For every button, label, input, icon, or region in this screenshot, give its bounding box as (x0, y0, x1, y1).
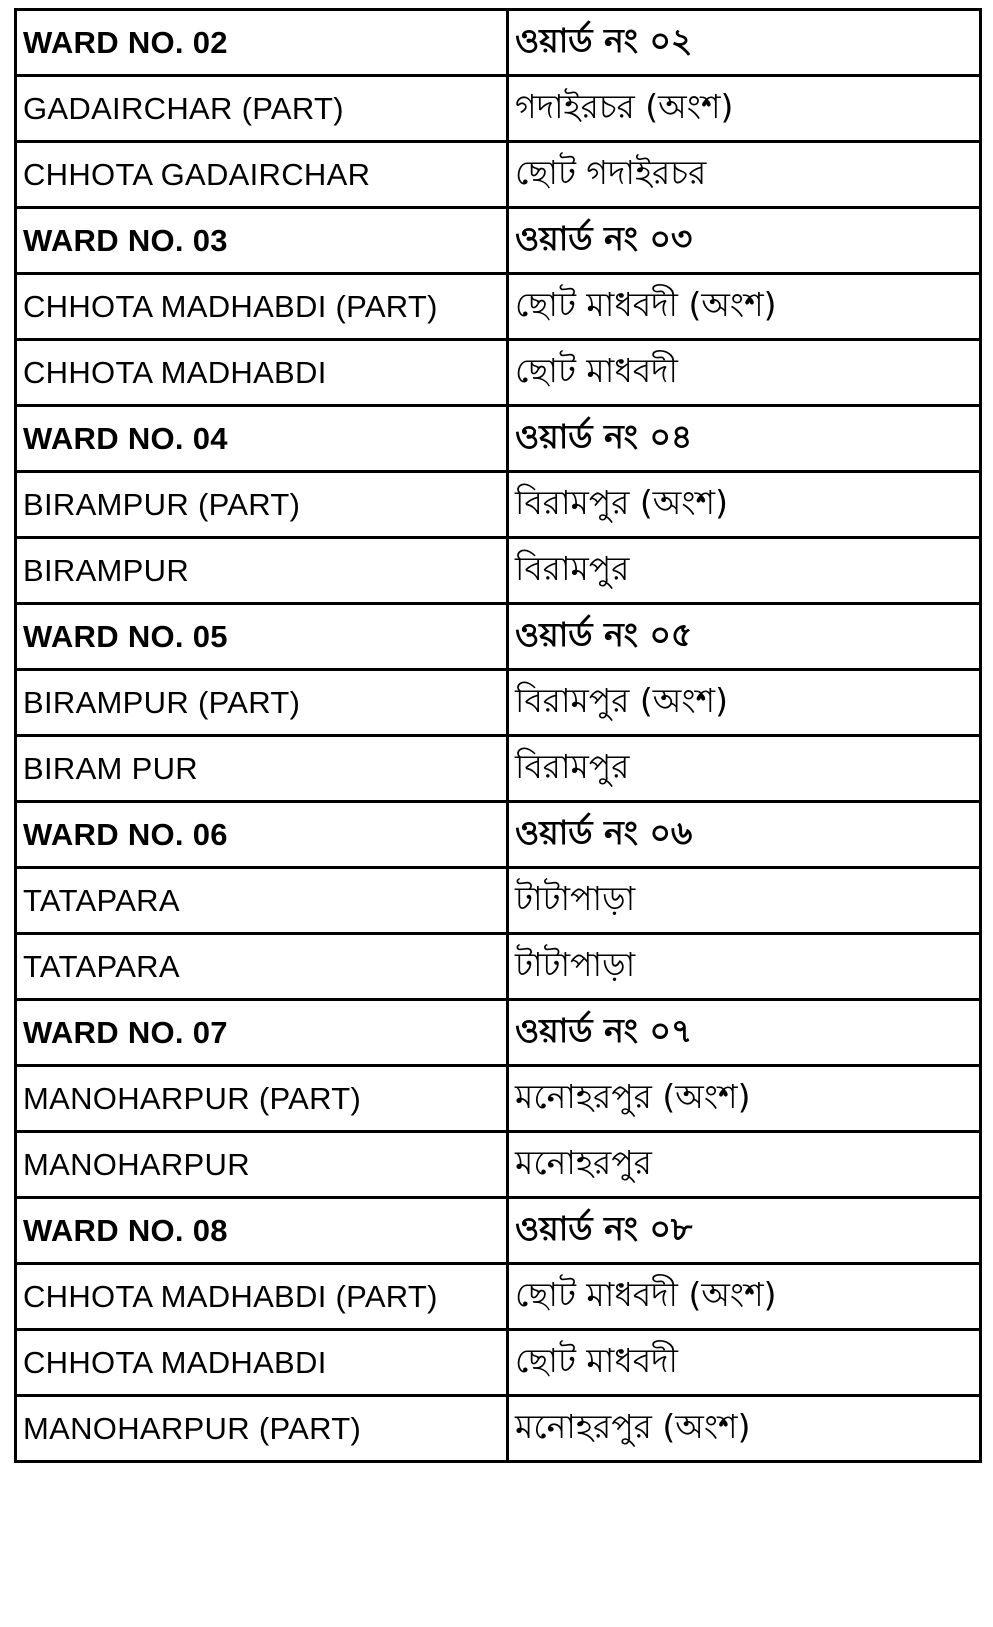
ward-number-english: WARD NO. 07 (16, 1000, 508, 1066)
place-name-english: CHHOTA GADAIRCHAR (16, 142, 508, 208)
ward-header-row (16, 802, 981, 868)
table-row (16, 736, 981, 802)
table-row (16, 142, 981, 208)
place-name-bengali: মনোহরপুর (অংশ) (508, 1066, 981, 1132)
ward-number-english: WARD NO. 06 (16, 802, 508, 868)
ward-number-bengali: ওয়ার্ড নং ০৭ (508, 1000, 981, 1066)
ward-number-bengali: ওয়ার্ড নং ০৫ (508, 604, 981, 670)
table-row (16, 1066, 981, 1132)
ward-number-bengali: ওয়ার্ড নং ০৬ (508, 802, 981, 868)
place-name-english: BIRAMPUR (16, 538, 508, 604)
ward-header-row (16, 1198, 981, 1264)
place-name-english: BIRAMPUR (PART) (16, 472, 508, 538)
ward-number-english: WARD NO. 08 (16, 1198, 508, 1264)
place-name-bengali: ছোট মাধবদী (অংশ) (508, 1264, 981, 1330)
place-name-english: MANOHARPUR (PART) (16, 1396, 508, 1462)
place-name-bengali: গদাইরচর (অংশ) (508, 76, 981, 142)
ward-number-bengali: ওয়ার্ড নং ০২ (508, 10, 981, 76)
place-name-english: BIRAM PUR (16, 736, 508, 802)
place-name-english: TATAPARA (16, 868, 508, 934)
table-row (16, 538, 981, 604)
ward-number-english: WARD NO. 04 (16, 406, 508, 472)
ward-number-english: WARD NO. 03 (16, 208, 508, 274)
ward-table (14, 8, 982, 1463)
ward-header-row (16, 208, 981, 274)
place-name-bengali: বিরামপুর (508, 538, 981, 604)
ward-header-row (16, 10, 981, 76)
ward-header-row (16, 604, 981, 670)
table-row (16, 274, 981, 340)
place-name-english: TATAPARA (16, 934, 508, 1000)
ward-number-bengali: ওয়ার্ড নং ০৪ (508, 406, 981, 472)
table-row (16, 1396, 981, 1462)
place-name-bengali: ছোট মাধবদী (508, 340, 981, 406)
place-name-bengali: ছোট গদাইরচর (508, 142, 981, 208)
table-row (16, 1264, 981, 1330)
place-name-english: GADAIRCHAR (PART) (16, 76, 508, 142)
table-row (16, 76, 981, 142)
place-name-english: MANOHARPUR (PART) (16, 1066, 508, 1132)
table-row (16, 670, 981, 736)
place-name-english: CHHOTA MADHABDI (16, 340, 508, 406)
table-row (16, 340, 981, 406)
ward-number-bengali: ওয়ার্ড নং ০৮ (508, 1198, 981, 1264)
place-name-english: CHHOTA MADHABDI (16, 1330, 508, 1396)
place-name-english: CHHOTA MADHABDI (PART) (16, 1264, 508, 1330)
place-name-bengali: ছোট মাধবদী (অংশ) (508, 274, 981, 340)
place-name-bengali: টাটাপাড়া (508, 868, 981, 934)
place-name-bengali: মনোহরপুর (508, 1132, 981, 1198)
ward-number-english: WARD NO. 05 (16, 604, 508, 670)
table-row (16, 1330, 981, 1396)
place-name-bengali: বিরামপুর (508, 736, 981, 802)
ward-header-row (16, 406, 981, 472)
place-name-bengali: মনোহরপুর (অংশ) (508, 1396, 981, 1462)
table-row (16, 934, 981, 1000)
place-name-english: BIRAMPUR (PART) (16, 670, 508, 736)
place-name-english: CHHOTA MADHABDI (PART) (16, 274, 508, 340)
table-row (16, 1132, 981, 1198)
table-row (16, 472, 981, 538)
place-name-bengali: ছোট মাধবদী (508, 1330, 981, 1396)
place-name-bengali: বিরামপুর (অংশ) (508, 670, 981, 736)
ward-number-english: WARD NO. 02 (16, 10, 508, 76)
place-name-english: MANOHARPUR (16, 1132, 508, 1198)
place-name-bengali: টাটাপাড়া (508, 934, 981, 1000)
place-name-bengali: বিরামপুর (অংশ) (508, 472, 981, 538)
ward-table-body (16, 10, 981, 1462)
ward-header-row (16, 1000, 981, 1066)
ward-number-bengali: ওয়ার্ড নং ০৩ (508, 208, 981, 274)
table-row (16, 868, 981, 934)
